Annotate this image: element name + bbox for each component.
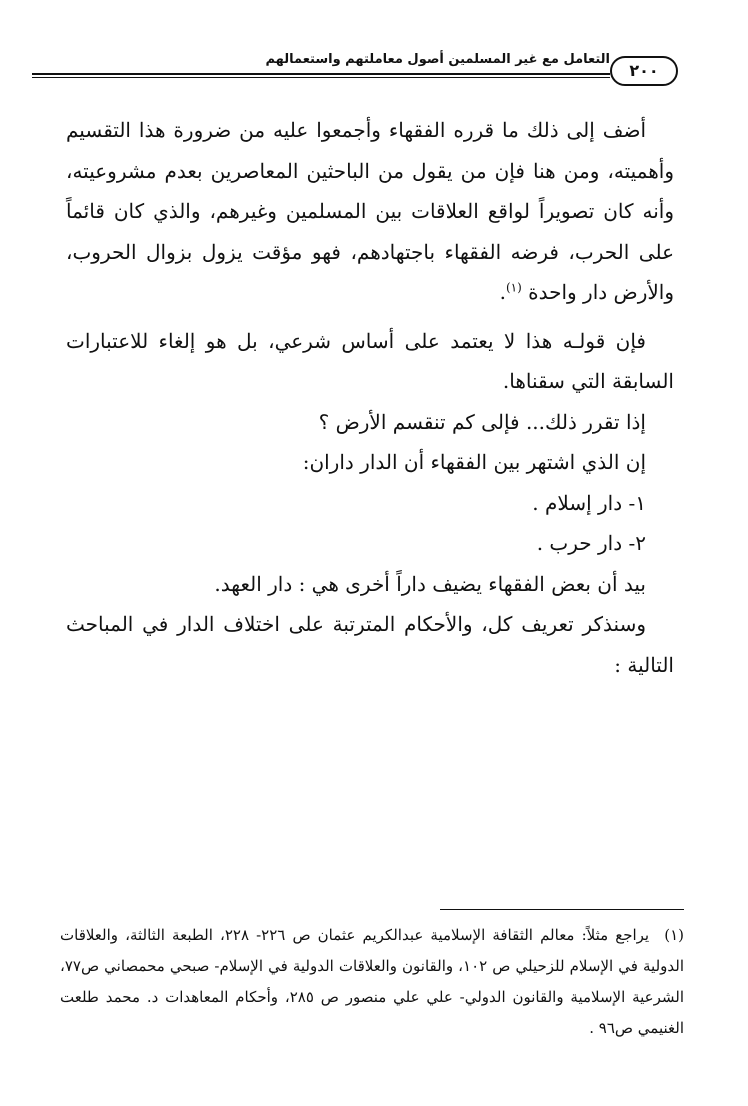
main-text	[66, 110, 674, 685]
footnote	[60, 920, 684, 1044]
paragraph: إن الذي اشتهر بين الفقهاء أن الدار داران:	[302, 450, 646, 474]
list-item: ٢- دار حرب .	[536, 531, 646, 555]
running-title: التعامل مع غير المسلمين أصول معاملتهم واستعمالهم	[265, 52, 610, 67]
paragraph: بيد أن بعض الفقهاء يضيف داراً أخرى هي : دار العهد.	[214, 571, 646, 596]
footnote-divider	[440, 909, 684, 910]
paragraph: وسنذكر تعريف كل، والأحكام المترتبة على اختلاف الدار في المباحث التالية :	[66, 612, 674, 677]
list-item: ١- دار إسلام .	[532, 490, 646, 515]
paragraph: فإن قولـه هذا لا يعتمد على أساس شرعي، بل هو إلغاء للاعتبارات السابقة التي سقناها.	[66, 328, 674, 393]
page-header	[32, 50, 682, 90]
footnote-number: (١)	[664, 926, 684, 944]
footnote-ref: (١)	[505, 280, 522, 295]
paragraph: أضف إلى ذلك ما قرره الفقهاء وأجمعوا عليه من ضرورة هذا التقسيم وأهميته، ومن هنا فإن من يقول من الباحثين المعاصرين بعدم مشروعيته، وأنه كان تصويراً لواقع العلاقات بين المسلمين وغيرهم، والذي كان قائماً على الحرب، فرضه الفقهاء باجتهادهم، فهو مؤقت يزول بزوال الحروب، والأرض دار واحدة $^{(١)}$.	[66, 118, 675, 304]
footnote-text: يراجع مثلاً: معالم الثقافة الإسلامية عبدالكريم عثمان ص ٢٢٦- ٢٢٨، الطبعة الثالثة، والعلاقات الدولية في الإسلام للزحيلي ص ١٠٢، والقانون والعلاقات الدولية في الإسلام- صبحي محمصاني ص٧٧، الشرعية الإسلامية والقانون الدولي- علي علي منصور ص ٢٨٥، وأحكام المعاهدات د. محمد طلعت الغنيمي ص٩٦ .	[60, 926, 685, 1037]
paragraph-text: أضف إلى ذلك ما قرره الفقهاء وأجمعوا عليه من ضرورة هذا التقسيم وأهميته، ومن هنا فإن من يقول من الباحثين المعاصرين بعدم مشروعيته، وأنه كان تصويراً لواقع العلاقات بين المسلمين وغيرهم، والذي كان قائماً على الحرب، فرضه الفقهاء باجتهادهم، فهو مؤقت يزول بزوال الحروب، والأرض دار واحدة	[66, 118, 675, 304]
page-number: ٢٠٠	[610, 56, 678, 86]
header-rule	[32, 73, 610, 78]
paragraph: إذا تقرر ذلك... فإلى كم تنقسم الأرض ؟	[318, 409, 646, 434]
